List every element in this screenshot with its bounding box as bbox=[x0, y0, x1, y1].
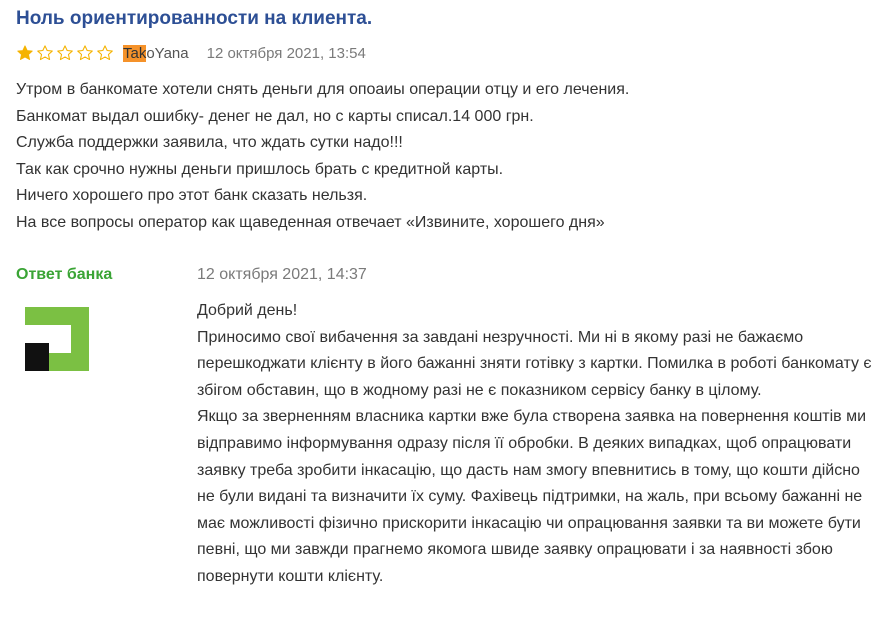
review-meta bbox=[16, 43, 366, 63]
star-empty-icon bbox=[56, 44, 74, 62]
bank-reply-date: 12 октября 2021, 14:37 bbox=[197, 266, 367, 283]
bank-reply-body bbox=[197, 298, 879, 591]
bank-reply-label: Ответ банка bbox=[16, 266, 113, 283]
bank-reply-paragraph: Добрий день! bbox=[197, 302, 298, 319]
star-empty-icon bbox=[76, 44, 94, 62]
bank-logo-icon bbox=[25, 307, 89, 371]
bank-reply-paragraph: Приносимо свої вибачення за завдані незручності. Ми ні в якому разі не бажаємо перешкоджати клієнту в його бажанні зняти готівку з картки. Помилка в роботі банкомату є збігом обставин, що в жодному разі не є показником сервісу банку в цілому. bbox=[197, 328, 872, 399]
star-filled-icon bbox=[16, 44, 34, 62]
review-body-line: Служба поддержки заявила, что ждать сутки надо!!! bbox=[16, 134, 403, 152]
review-body-line: Банкомат выдал ошибку- денег не дал, но с карты списал.14 000 грн. bbox=[16, 107, 534, 125]
review-date: 12 октября 2021, 13:54 bbox=[206, 44, 366, 62]
author-search-highlight: Tak bbox=[123, 44, 147, 62]
review-body-line: Утром в банкомате хотели снять деньги для опоаиы операции отцу и его лечения. bbox=[16, 81, 630, 98]
review-body-line: Ничего хорошего про этот банк сказать нельзя. bbox=[16, 187, 368, 205]
review-author[interactable] bbox=[123, 45, 189, 62]
bank-reply-paragraph: Якщо за зверненням власника картки вже була створена заявка на повернення коштів ми відправимо інформування одразу після її обробки. В деяких випадках, щоб опрацювати заявку треба зробити інкасацію, що дасть нам змогу впевнитись в тому, що кошти дійсно не були видані та визначити їх суму. Фахівець підтримки, на жаль, при всьому бажанні не має можливості фізично прискорити інкасацію чи опрацювання заявки та ви можете бути певні, що ми завжди прагнемо якомога швиде заявку опрацювати і за наявності збою повернути кошти клієнту. bbox=[197, 408, 867, 585]
star-empty-icon bbox=[96, 44, 114, 62]
review-body bbox=[16, 77, 876, 237]
review-body-line: Так как срочно нужны деньги пришлось брать с кредитной карты. bbox=[16, 160, 504, 178]
review-title[interactable]: Ноль ориентированности на клиента. bbox=[16, 8, 373, 29]
review-body-line: На все вопросы оператор как щаведенная отвечает «Извините, хорошего дня» bbox=[16, 213, 605, 231]
star-empty-icon bbox=[36, 44, 54, 62]
author-name-rest: oYana bbox=[146, 44, 189, 62]
rating-stars bbox=[16, 44, 114, 62]
